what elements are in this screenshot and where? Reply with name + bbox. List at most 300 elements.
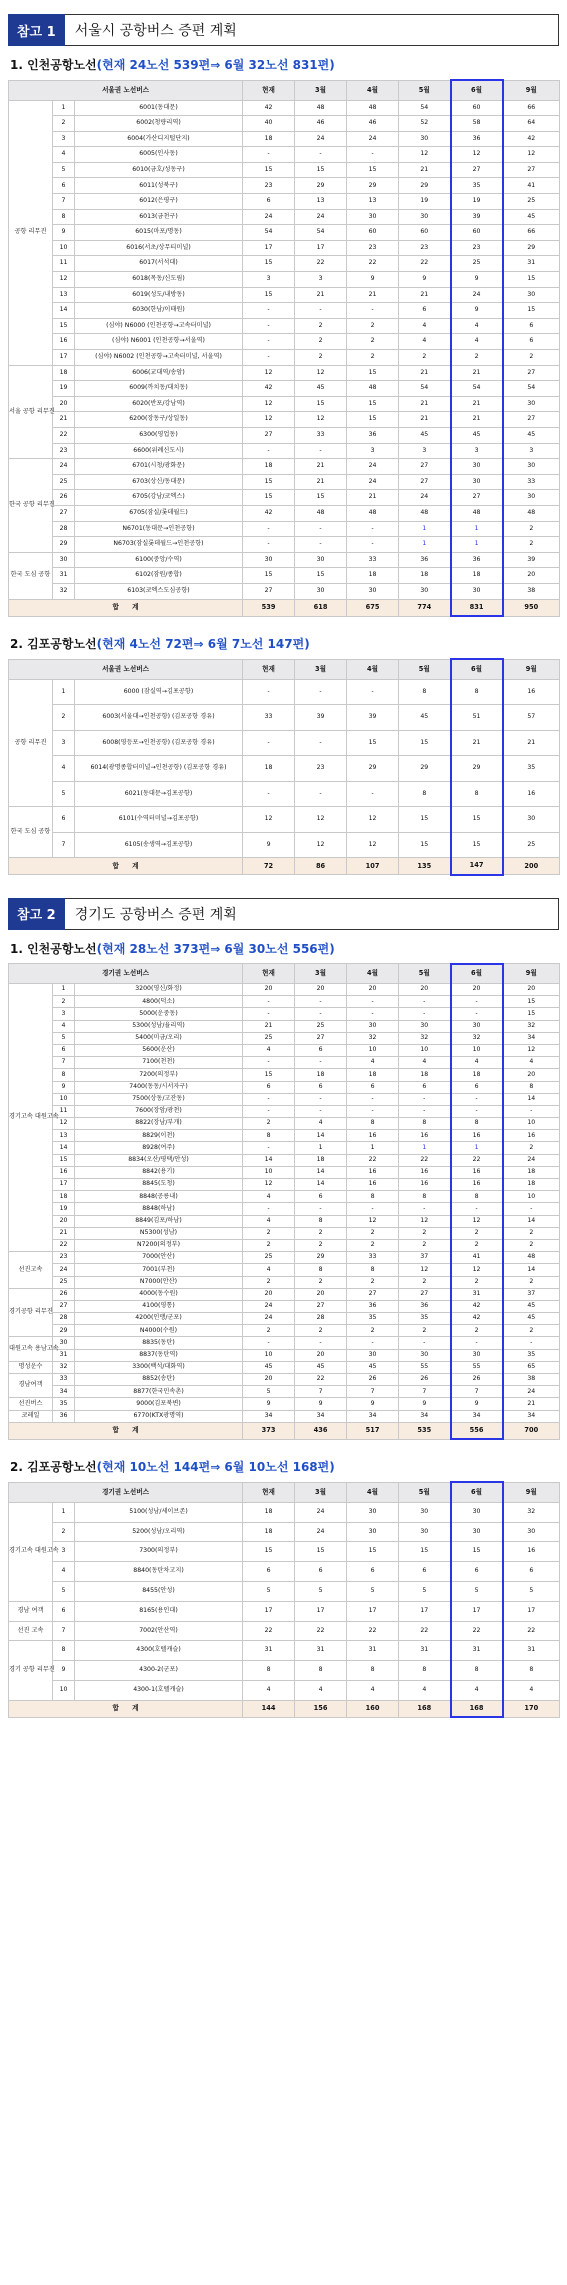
route-name: 6012(은평구)	[75, 194, 243, 210]
service-count: 36	[347, 1300, 399, 1312]
service-count: -	[243, 996, 295, 1008]
table-row	[9, 1252, 560, 1264]
service-count: 30	[503, 490, 560, 506]
service-count: 8	[451, 1661, 503, 1681]
service-count: 15	[295, 490, 347, 506]
service-count: 2	[451, 1276, 503, 1288]
service-count: 24	[503, 1386, 560, 1398]
service-count: -	[295, 1093, 347, 1105]
service-count: 8	[347, 1264, 399, 1276]
service-count: -	[503, 1337, 560, 1349]
section-highlight: (현재 24노선 539편⇒ 6월 32노선 831편)	[96, 58, 335, 72]
service-count: 13	[295, 194, 347, 210]
service-count: -	[347, 1105, 399, 1117]
table-row	[9, 209, 560, 225]
operator-group-cell: 선진버스	[9, 1398, 53, 1410]
service-count: 60	[451, 100, 503, 116]
column-header: 4월	[347, 1482, 399, 1502]
route-name: 6020(반포/강남역)	[75, 396, 243, 412]
service-count: 2	[451, 1325, 503, 1337]
service-count: 24	[243, 1313, 295, 1325]
table-row	[9, 194, 560, 210]
route-name: 6703(상신/동대문)	[75, 474, 243, 490]
service-count: 30	[347, 1502, 399, 1522]
route-name: 6701(시청/광화문)	[75, 459, 243, 475]
service-count: 2	[503, 537, 560, 553]
service-count: 36	[451, 552, 503, 568]
service-count: 3	[451, 443, 503, 459]
row-number: 3	[53, 131, 75, 147]
route-name: 6004(가산디지털단지)	[75, 131, 243, 147]
service-count: 25	[503, 194, 560, 210]
service-count: 9	[399, 272, 451, 288]
service-count: 18	[451, 568, 503, 584]
service-count: 4	[295, 1118, 347, 1130]
operator-group-cell: 한국 도심 공항	[9, 552, 53, 599]
service-count: 7	[295, 1386, 347, 1398]
service-count: 31	[295, 1641, 347, 1661]
service-count: 30	[295, 552, 347, 568]
service-count: 8	[451, 1118, 503, 1130]
service-count: -	[347, 537, 399, 553]
route-name: (심야) N6002 (인천공항→고속터미널, 서울역)	[75, 350, 243, 366]
service-count: 18	[451, 1069, 503, 1081]
row-number: 4	[53, 1020, 75, 1032]
route-name: 6000 (잠실역→김포공항)	[75, 679, 243, 705]
service-count: 24	[295, 209, 347, 225]
service-count: 2	[295, 334, 347, 350]
service-count: 20	[503, 568, 560, 584]
header-row	[9, 1482, 560, 1502]
service-count: 16	[347, 1179, 399, 1191]
section-highlight: (현재 10노선 144편⇒ 6월 10노선 168편)	[96, 1460, 335, 1475]
service-count: 25	[243, 1252, 295, 1264]
total-value: 135	[399, 858, 451, 875]
service-count: 27	[399, 474, 451, 490]
table-row	[9, 1264, 560, 1276]
route-name: 8829(이천)	[75, 1130, 243, 1142]
route-name: 7002(안산역)	[75, 1621, 243, 1641]
table-row	[9, 807, 560, 833]
total-value: 72	[243, 858, 295, 875]
operator-group-cell: 서울 공항 리무진	[9, 365, 53, 459]
service-count: 18	[243, 1522, 295, 1542]
service-count: 6	[451, 1562, 503, 1582]
service-count: -	[295, 1337, 347, 1349]
table-row	[9, 1300, 560, 1312]
service-count: 65	[503, 1361, 560, 1373]
service-count: 30	[451, 1020, 503, 1032]
service-count: -	[295, 1105, 347, 1117]
total-label: 합 계	[9, 858, 243, 875]
row-number: 8	[53, 209, 75, 225]
service-count: 4	[243, 1191, 295, 1203]
service-count: 45	[399, 427, 451, 443]
service-count: 15	[451, 832, 503, 858]
row-number: 35	[53, 1398, 75, 1410]
service-count: 27	[451, 162, 503, 178]
route-name: 3200(영신/화정)	[75, 984, 243, 996]
operator-group-cell: 경기공항 리무진	[9, 1288, 53, 1337]
operator-group-cell: 경기고속 대원고속	[9, 984, 53, 1252]
service-count: 39	[295, 705, 347, 731]
service-count: 9	[347, 272, 399, 288]
service-count: 10	[243, 1349, 295, 1361]
route-name: 6102(잠원/종합)	[75, 568, 243, 584]
table-row	[9, 412, 560, 428]
service-count: 45	[295, 1361, 347, 1373]
table-row	[9, 1227, 560, 1239]
row-number: 1	[53, 100, 75, 116]
service-count: 30	[243, 552, 295, 568]
service-count: 30	[451, 1522, 503, 1542]
header-row	[9, 80, 560, 100]
section-number: 1. 인천공항노선	[10, 58, 97, 72]
service-count: 27	[399, 459, 451, 475]
route-name: 6016(서초/상무티미널)	[75, 240, 243, 256]
service-count: 41	[503, 178, 560, 194]
service-count: 25	[451, 256, 503, 272]
service-count: 21	[399, 162, 451, 178]
service-count: 32	[451, 1032, 503, 1044]
route-name: 6030(한남/이태원)	[75, 303, 243, 319]
total-value: 144	[243, 1700, 295, 1717]
service-count: 9	[399, 1398, 451, 1410]
service-count: 6	[243, 194, 295, 210]
service-count: 24	[295, 1502, 347, 1522]
total-label: 합 계	[9, 599, 243, 616]
service-count: 8	[295, 1264, 347, 1276]
service-count: 6	[399, 1562, 451, 1582]
service-count: 54	[399, 100, 451, 116]
service-count: 30	[399, 1020, 451, 1032]
service-count: 48	[347, 505, 399, 521]
service-count: 24	[451, 287, 503, 303]
service-count: 35	[503, 756, 560, 782]
section-number: 2. 김포공항노선	[10, 637, 97, 651]
route-name: 6018(목동/신도림)	[75, 272, 243, 288]
service-count: 15	[451, 807, 503, 833]
service-count: 30	[399, 583, 451, 599]
table-row	[9, 1069, 560, 1081]
service-count: -	[243, 537, 295, 553]
service-count: 33	[295, 427, 347, 443]
service-count: 8	[243, 1661, 295, 1681]
service-count: 20	[295, 984, 347, 996]
service-count: 34	[503, 1032, 560, 1044]
service-count: -	[243, 443, 295, 459]
service-count: 12	[243, 807, 295, 833]
service-count: 15	[347, 730, 399, 756]
service-count: -	[399, 1008, 451, 1020]
table-row	[9, 443, 560, 459]
service-count: 30	[503, 459, 560, 475]
row-number: 15	[53, 318, 75, 334]
service-count: 15	[399, 807, 451, 833]
service-count: 18	[503, 1166, 560, 1178]
total-value: 168	[451, 1700, 503, 1717]
row-number: 28	[53, 521, 75, 537]
service-count: -	[243, 303, 295, 319]
table-row	[9, 1020, 560, 1032]
service-count: 20	[399, 984, 451, 996]
column-header: 5월	[399, 659, 451, 679]
service-count: 6	[295, 1562, 347, 1582]
table-row	[9, 1522, 560, 1542]
table-row	[9, 537, 560, 553]
service-count: 30	[399, 1349, 451, 1361]
service-count: 6	[347, 1081, 399, 1093]
service-count: 30	[503, 1522, 560, 1542]
table-row	[9, 1203, 560, 1215]
service-count: 15	[503, 303, 560, 319]
route-name: 7600(장암/광천)	[75, 1105, 243, 1117]
service-count: 30	[347, 1349, 399, 1361]
service-count: 15	[347, 412, 399, 428]
column-header: 3월	[295, 1482, 347, 1502]
service-count: 15	[295, 568, 347, 584]
service-count: 1	[399, 537, 451, 553]
route-name: 6705(잠실/롯데월드)	[75, 505, 243, 521]
table-row	[9, 1142, 560, 1154]
service-count: 8	[451, 679, 503, 705]
service-count: 17	[295, 240, 347, 256]
service-count: 12	[399, 147, 451, 163]
table-row	[9, 1032, 560, 1044]
operator-group-cell: 한국 공항 리무진	[9, 459, 53, 553]
service-count: 32	[503, 1502, 560, 1522]
service-count: 9	[347, 1398, 399, 1410]
row-number: 5	[53, 1581, 75, 1601]
service-count: 20	[243, 1374, 295, 1386]
service-count: 16	[503, 679, 560, 705]
service-count: 20	[295, 1349, 347, 1361]
table-row	[9, 1641, 560, 1661]
service-count: -	[243, 318, 295, 334]
service-count: 54	[243, 225, 295, 241]
gimpo-seoul-table	[8, 658, 560, 876]
service-count: 4	[243, 1264, 295, 1276]
table-row	[9, 756, 560, 782]
row-number: 9	[53, 225, 75, 241]
service-count: 1	[295, 1142, 347, 1154]
table-row	[9, 1502, 560, 1522]
service-count: 17	[243, 240, 295, 256]
route-name: 5300(성남/율리역)	[75, 1020, 243, 1032]
service-count: 27	[451, 490, 503, 506]
table-row	[9, 1239, 560, 1251]
service-count: 8	[399, 1191, 451, 1203]
row-number: 20	[53, 396, 75, 412]
service-count: 30	[399, 131, 451, 147]
column-header: 9월	[503, 964, 560, 984]
total-value: 156	[295, 1700, 347, 1717]
service-count: 22	[347, 1621, 399, 1641]
total-value: 160	[347, 1700, 399, 1717]
route-name: (심야) N6000 (인천공항→고속터미널)	[75, 318, 243, 334]
operator-group-cell: 경남여객	[9, 1374, 53, 1398]
service-count: 15	[347, 365, 399, 381]
service-count: 21	[451, 412, 503, 428]
service-count: 31	[347, 1641, 399, 1661]
service-count: 7	[451, 1386, 503, 1398]
service-count: 18	[503, 1179, 560, 1191]
service-count: 6	[243, 1562, 295, 1582]
service-count: 15	[347, 1542, 399, 1562]
service-count: 52	[399, 116, 451, 132]
service-count: 8	[451, 1191, 503, 1203]
service-count: 15	[243, 162, 295, 178]
table-row	[9, 781, 560, 807]
service-count: 13	[347, 194, 399, 210]
service-count: 15	[503, 272, 560, 288]
service-count: 4	[295, 1680, 347, 1700]
row-number: 29	[53, 1325, 75, 1337]
service-count: 16	[451, 1130, 503, 1142]
row-number: 7	[53, 1621, 75, 1641]
service-count: 9	[243, 1398, 295, 1410]
service-count: -	[295, 521, 347, 537]
row-number: 17	[53, 350, 75, 366]
service-count: 19	[399, 194, 451, 210]
table-row	[9, 1361, 560, 1373]
service-count: 30	[347, 1522, 399, 1542]
service-count: 5	[243, 1386, 295, 1398]
row-number: 24	[53, 459, 75, 475]
service-count: 66	[503, 100, 560, 116]
service-count: 17	[399, 1601, 451, 1621]
service-count: 38	[503, 1374, 560, 1386]
service-count: 30	[503, 396, 560, 412]
service-count: -	[243, 1203, 295, 1215]
service-count: 4	[399, 1057, 451, 1069]
service-count: 5	[347, 1581, 399, 1601]
row-number: 30	[53, 1337, 75, 1349]
service-count: 8	[503, 1661, 560, 1681]
table-row	[9, 1130, 560, 1142]
service-count: 15	[503, 996, 560, 1008]
row-number: 5	[53, 162, 75, 178]
service-count: 18	[295, 1069, 347, 1081]
service-count: 5	[243, 1581, 295, 1601]
service-count: 23	[399, 240, 451, 256]
service-count: 37	[399, 1252, 451, 1264]
service-count: 36	[451, 131, 503, 147]
service-count: 48	[295, 505, 347, 521]
column-header-route: 경기권 노선버스	[9, 1482, 243, 1502]
service-count: 15	[347, 162, 399, 178]
service-count: 35	[347, 1313, 399, 1325]
row-number: 26	[53, 490, 75, 506]
route-name: 6005(인사동)	[75, 147, 243, 163]
service-count: -	[243, 1057, 295, 1069]
service-count: 48	[295, 100, 347, 116]
row-number: 28	[53, 1313, 75, 1325]
row-number: 7	[53, 832, 75, 858]
row-number: 6	[53, 178, 75, 194]
service-count: 48	[503, 505, 560, 521]
service-count: -	[347, 303, 399, 319]
service-count: 21	[243, 1020, 295, 1032]
column-header-route: 서울권 노선버스	[9, 80, 243, 100]
row-number: 27	[53, 1300, 75, 1312]
service-count: 24	[347, 459, 399, 475]
table-row	[9, 984, 560, 996]
service-count: 46	[295, 116, 347, 132]
table-row	[9, 334, 560, 350]
service-count: 1	[347, 1142, 399, 1154]
service-count: 34	[295, 1410, 347, 1422]
service-count: 4	[451, 334, 503, 350]
service-count: 39	[451, 209, 503, 225]
route-name: 6600(위례신도시)	[75, 443, 243, 459]
route-name: N4000(수원)	[75, 1325, 243, 1337]
table-row	[9, 583, 560, 599]
route-name: 4200(인맹/군포)	[75, 1313, 243, 1325]
total-row	[9, 858, 560, 875]
service-count: 15	[347, 396, 399, 412]
reference-tag: 참고 1	[8, 14, 65, 46]
service-count: 23	[295, 756, 347, 782]
row-number: 32	[53, 1361, 75, 1373]
service-count: 45	[503, 1313, 560, 1325]
column-header: 4월	[347, 659, 399, 679]
service-count: 33	[243, 705, 295, 731]
service-count: 18	[243, 131, 295, 147]
service-count: 15	[295, 396, 347, 412]
row-number: 8	[53, 1069, 75, 1081]
reference-title: 서울시 공항버스 증편 계획	[65, 14, 559, 46]
service-count: 18	[243, 756, 295, 782]
service-count: 2	[295, 350, 347, 366]
service-count: 31	[243, 1641, 295, 1661]
table-row	[9, 730, 560, 756]
service-count: 2	[243, 1239, 295, 1251]
route-name: 8455(안성)	[75, 1581, 243, 1601]
service-count: 8	[451, 781, 503, 807]
reference-2-header	[8, 898, 559, 930]
service-count: 2	[503, 1276, 560, 1288]
route-name: 6006(교대역/송암)	[75, 365, 243, 381]
service-count: 34	[503, 1410, 560, 1422]
service-count: 30	[295, 583, 347, 599]
service-count: 10	[243, 1166, 295, 1178]
service-count: 10	[503, 1118, 560, 1130]
service-count: 35	[451, 178, 503, 194]
service-count: 30	[347, 209, 399, 225]
row-number: 25	[53, 1276, 75, 1288]
route-name: N6703(잠실롯데월드→인천공항)	[75, 537, 243, 553]
service-count: 22	[451, 1154, 503, 1166]
service-count: 12	[399, 1215, 451, 1227]
service-count: 4	[243, 1044, 295, 1056]
service-count: 27	[399, 1288, 451, 1300]
route-name: 8837(동탄역)	[75, 1349, 243, 1361]
service-count: 21	[451, 365, 503, 381]
service-count: 2	[399, 1227, 451, 1239]
service-count: 30	[451, 1502, 503, 1522]
table-row	[9, 1154, 560, 1166]
total-value: 517	[347, 1422, 399, 1439]
service-count: 6	[347, 1562, 399, 1582]
service-count: 58	[451, 116, 503, 132]
service-count: 8	[347, 1118, 399, 1130]
section-title	[10, 940, 559, 957]
service-count: -	[295, 679, 347, 705]
service-count: 21	[295, 287, 347, 303]
column-header: 5월	[399, 964, 451, 984]
service-count: 22	[451, 1621, 503, 1641]
